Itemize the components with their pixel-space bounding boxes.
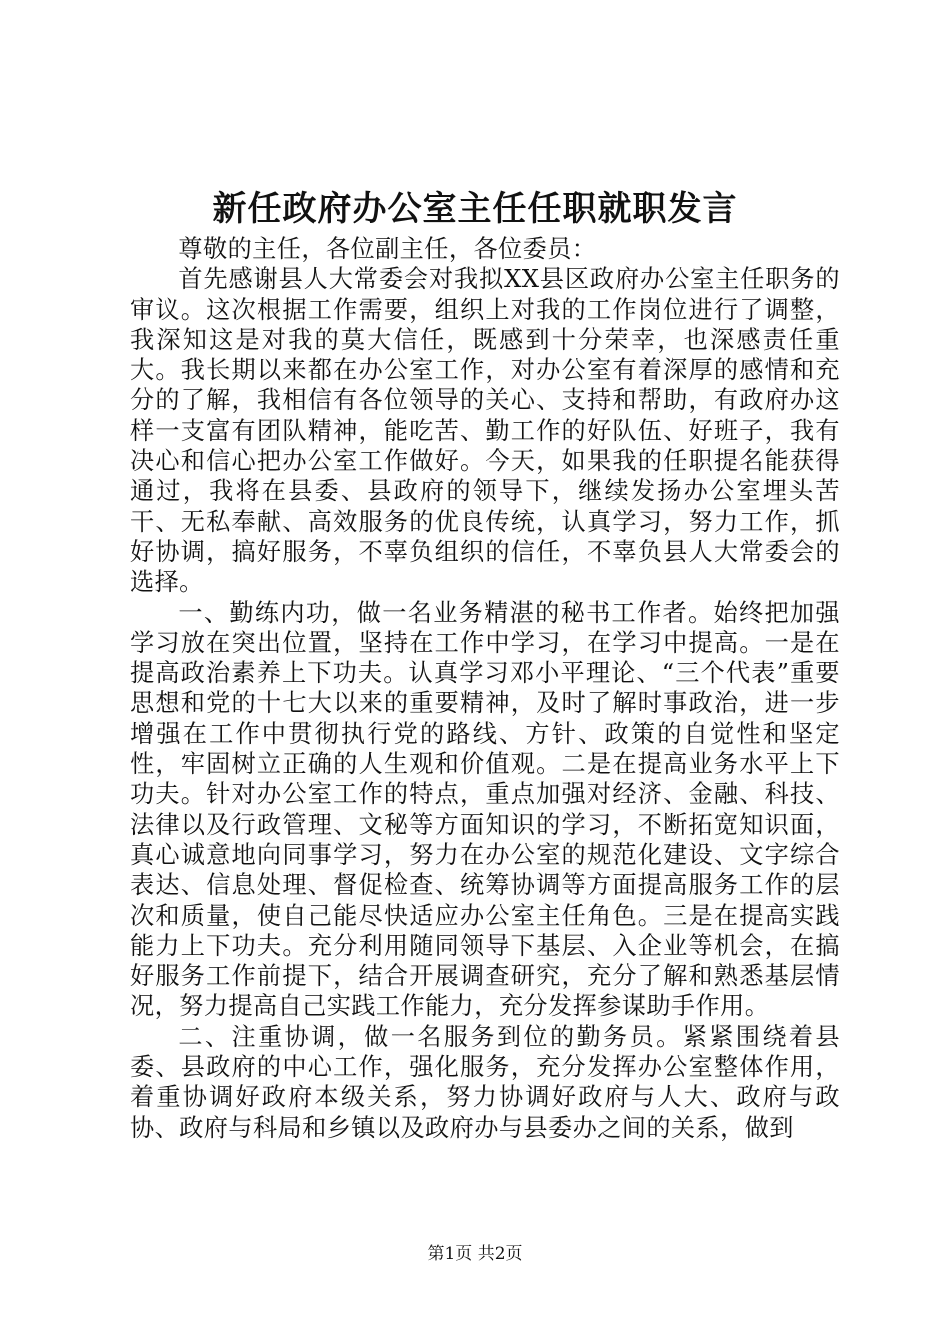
page-number-footer: 第1页 共2页	[427, 1244, 523, 1264]
document-body	[130, 234, 840, 1143]
salutation: 尊敬的主任，各位副主任，各位委员：	[178, 235, 597, 263]
paragraph-section-one: 一、勤练内功，做一名业务精湛的秘书工作者。始终把加强学习放在突出位置，坚持在工作中学习，在学习中提高。一是在提高政治素养上下功夫。认真学习邓小平理论、“三个代表”重要思想和党的十七大以来的重要精神，及时了解时事政治，进一步增强在工作中贯彻执行党的路线、方针、政策的自觉性和坚定性，牢固树立正确的人生观和价值观。二是在提高业务水平上下功夫。针对办公室工作的特点，重点加强对经济、金融、科技、法律以及行政管理、文秘等方面知识的学习，不断拓宽知识面，真心诚意地向同事学习，努力在办公室的规范化建设、文字综合表达、信息处理、督促检查、统筹协调等方面提高服务工作的层次和质量，使自己能尽快适应办公室主任角色。三是在提高实践能力上下功夫。充分利用随同领导下基层、入企业等机会，在搞好服务工作前提下，结合开展调查研究，充分了解和熟悉基层情况，努力提高自己实践工作能力，充分发挥参谋助手作用。	[130, 598, 840, 1021]
paragraph-intro: 首先感谢县人大常委会对我拟XX县区政府办公室主任职务的审议。这次根据工作需要，组织上对我的工作岗位进行了调整，我深知这是对我的莫大信任，既感到十分荣幸，也深感责任重大。我长期以来都在办公室工作，对办公室有着深厚的感情和充分的了解，我相信有各位领导的关心、支持和帮助，有政府办这样一支富有团队精神，能吃苦、勤工作的好队伍、好班子，我有决心和信心把办公室工作做好。今天，如果我的任职提名能获得通过，我将在县委、县政府的领导下，继续发扬办公室埋头苦干、无私奉献、高效服务的优良传统，认真学习，努力工作，抓好协调，搞好服务，不辜负组织的信任，不辜负县人大常委会的选择。	[130, 265, 840, 597]
paragraph-section-two: 二、注重协调，做一名服务到位的勤务员。紧紧围绕着县委、县政府的中心工作，强化服务，充分发挥办公室整体作用，着重协调好政府本级关系，努力协调好政府与人大、政府与政协、政府与科局和乡镇以及政府办与县委办之间的关系，做到	[130, 1022, 840, 1142]
document-title: 新任政府办公室主任任职就职发言	[212, 189, 738, 229]
